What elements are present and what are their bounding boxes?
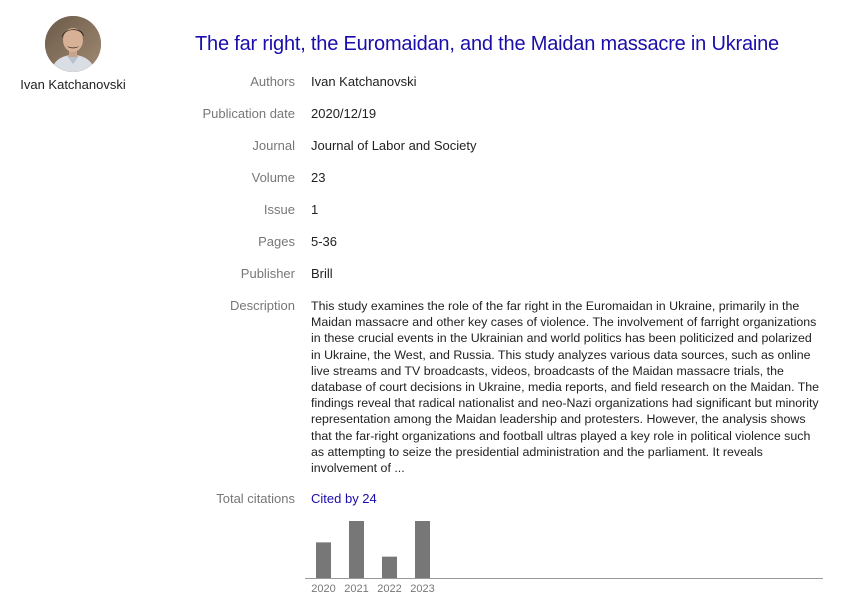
author-name[interactable]: Ivan Katchanovski (20, 77, 126, 92)
field-value: Journal of Labor and Society (311, 138, 477, 153)
field-value: 1 (311, 202, 319, 217)
field-publisher (0, 264, 847, 296)
article-title[interactable]: The far right, the Euromaidan, and the Maidan massacre in Ukraine (195, 33, 779, 55)
field-value: 23 (311, 170, 326, 185)
avatar[interactable] (45, 16, 101, 72)
field-label: Volume (251, 170, 295, 185)
field-label: Publisher (240, 266, 295, 281)
total-citations-label: Total citations (216, 491, 295, 506)
field-label: Publication date (202, 106, 295, 121)
field-authors (0, 72, 847, 104)
citation-bar-2021[interactable] (349, 521, 364, 578)
description-label: Description (229, 298, 295, 313)
field-label: Issue (263, 202, 295, 217)
citations-chart (305, 512, 825, 600)
field-volume (0, 168, 847, 200)
field-label: Pages (258, 234, 295, 249)
tick-label-2020: 2020 (311, 583, 336, 595)
field-value: 5-36 (311, 234, 338, 249)
field-journal (0, 136, 847, 168)
field-value: Brill (311, 266, 333, 281)
author-photo-icon (45, 16, 101, 72)
field-value: 2020/12/19 (311, 106, 377, 121)
field-publication-date (0, 104, 847, 136)
cited-by-link[interactable]: Cited by 24 (311, 491, 377, 506)
description-text: This study examines the role of the far right in the Euromaidan in Ukraine, primarily in the Maidan massacre and other key cases of violence. The involvement of farright organizations in these crucial events in the Ukrainian and world politics has been politicized and polarized in Ukraine, the West, and Russia. This study analyzes various data sources, such as online live streams and TV broadcasts, videos, broadcasts of the Maidan massacre trials, the database of court decisions in Ukraine, media reports, and field research on the Maidan. The findings reveal that radical nationalist and neo-Nazi organizations had significant but minority representation among the Maidan leadership and protesters. However, the analysis shows that the far-right organizations and football ultras played a key role in political violence such as attempting to seize the presidential administration and the parliament. It reveals involvement of ... (311, 299, 820, 476)
tick-label-2023: 2023 (410, 583, 435, 595)
citation-bar-2022[interactable] (382, 557, 397, 578)
tick-label-2022: 2022 (377, 583, 402, 595)
citation-bar-2023[interactable] (415, 521, 430, 578)
metadata-table (0, 72, 847, 296)
citation-bar-2020[interactable] (316, 542, 331, 578)
field-label: Journal (252, 138, 295, 153)
tick-label-2021: 2021 (344, 583, 369, 595)
field-issue (0, 200, 847, 232)
field-label: Authors (250, 74, 295, 89)
field-pages (0, 232, 847, 264)
field-value: Ivan Katchanovski (311, 74, 417, 89)
citations-bar-chart (305, 512, 825, 600)
